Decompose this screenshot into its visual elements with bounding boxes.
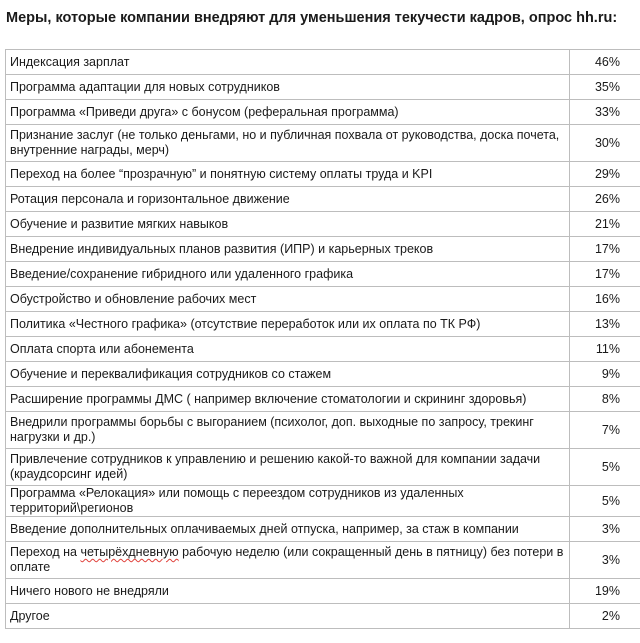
measure-label: Политика «Честного графика» (отсутствие переработок или их оплата по ТК РФ)	[6, 312, 570, 337]
percent-value: 13%	[570, 312, 640, 337]
percent-value: 35%	[570, 75, 640, 100]
percent-value: 2%	[570, 604, 640, 629]
measure-label: Введение/сохранение гибридного или удаленного графика	[6, 262, 570, 287]
survey-table	[5, 49, 640, 629]
measure-label: Обучение и переквалификация сотрудников со стажем	[6, 362, 570, 387]
table-row	[6, 579, 640, 604]
table-row	[6, 262, 640, 287]
percent-value: 33%	[570, 100, 640, 125]
measure-label: Обустройство и обновление рабочих мест	[6, 287, 570, 312]
table-row	[6, 412, 640, 449]
percent-value: 7%	[570, 412, 640, 449]
measure-label: Обучение и развитие мягких навыков	[6, 212, 570, 237]
percent-value: 17%	[570, 262, 640, 287]
measure-label: Ничего нового не внедряли	[6, 579, 570, 604]
percent-value: 3%	[570, 542, 640, 579]
percent-value: 30%	[570, 125, 640, 162]
measure-label: Программа «Приведи друга» с бонусом (реферальная программа)	[6, 100, 570, 125]
table-row	[6, 312, 640, 337]
measure-label: Ротация персонала и горизонтальное движение	[6, 187, 570, 212]
table-row	[6, 449, 640, 486]
page-title: Меры, которые компании внедряют для уменьшения текучести кадров, опрос hh.ru:	[6, 10, 618, 26]
percent-value: 29%	[570, 162, 640, 187]
table-row	[6, 337, 640, 362]
measure-label: Внедрение индивидуальных планов развития (ИПР) и карьерных треков	[6, 237, 570, 262]
measure-label: Признание заслуг (не только деньгами, но и публичная похвала от руководства, доска почета, внутренние награды, мерч)	[6, 125, 570, 162]
percent-value: 46%	[570, 50, 640, 75]
table-row	[6, 287, 640, 312]
table-row	[6, 125, 640, 162]
table-row	[6, 50, 640, 75]
table-row	[6, 362, 640, 387]
table-row	[6, 100, 640, 125]
table-row	[6, 237, 640, 262]
measure-label: Программа «Релокация» или помощь с переездом сотрудников из удаленных территорий\регионов	[6, 486, 570, 517]
table-row	[6, 542, 640, 579]
measure-label: Программа адаптации для новых сотрудников	[6, 75, 570, 100]
measure-label: Введение дополнительных оплачиваемых дней отпуска, например, за стаж в компании	[6, 517, 570, 542]
percent-value: 3%	[570, 517, 640, 542]
table-row	[6, 75, 640, 100]
percent-value: 16%	[570, 287, 640, 312]
measure-label: Оплата спорта или абонемента	[6, 337, 570, 362]
measure-label: Переход на более “прозрачную” и понятную систему оплаты труда и KPI	[6, 162, 570, 187]
measure-label: Другое	[6, 604, 570, 629]
table-row	[6, 187, 640, 212]
percent-value: 17%	[570, 237, 640, 262]
measure-label	[6, 542, 570, 579]
table-row	[6, 517, 640, 542]
percent-value: 11%	[570, 337, 640, 362]
spellcheck-flagged-word: четырёхдневную	[80, 545, 179, 559]
percent-value: 8%	[570, 387, 640, 412]
table-row	[6, 162, 640, 187]
table-row	[6, 486, 640, 517]
label-text-end: рабочую неделю (или сокращенный день в пятницу) без потери в оплате	[10, 545, 564, 574]
percent-value: 5%	[570, 486, 640, 517]
percent-value: 19%	[570, 579, 640, 604]
percent-value: 9%	[570, 362, 640, 387]
measure-label: Внедрили программы борьбы с выгоранием (психолог, доп. выходные по запросу, трекинг нагрузки и др.)	[6, 412, 570, 449]
measure-label: Привлечение сотрудников к управлению и решению какой-то важной для компании задачи (краудсорсинг идей)	[6, 449, 570, 486]
label-text-start: Переход на	[10, 545, 81, 559]
measure-label: Расширение программы ДМС ( например включение стоматологии и скрининг здоровья)	[6, 387, 570, 412]
table-row	[6, 387, 640, 412]
percent-value: 26%	[570, 187, 640, 212]
table-row	[6, 212, 640, 237]
table-row	[6, 604, 640, 629]
percent-value: 5%	[570, 449, 640, 486]
percent-value: 21%	[570, 212, 640, 237]
measure-label: Индексация зарплат	[6, 50, 570, 75]
